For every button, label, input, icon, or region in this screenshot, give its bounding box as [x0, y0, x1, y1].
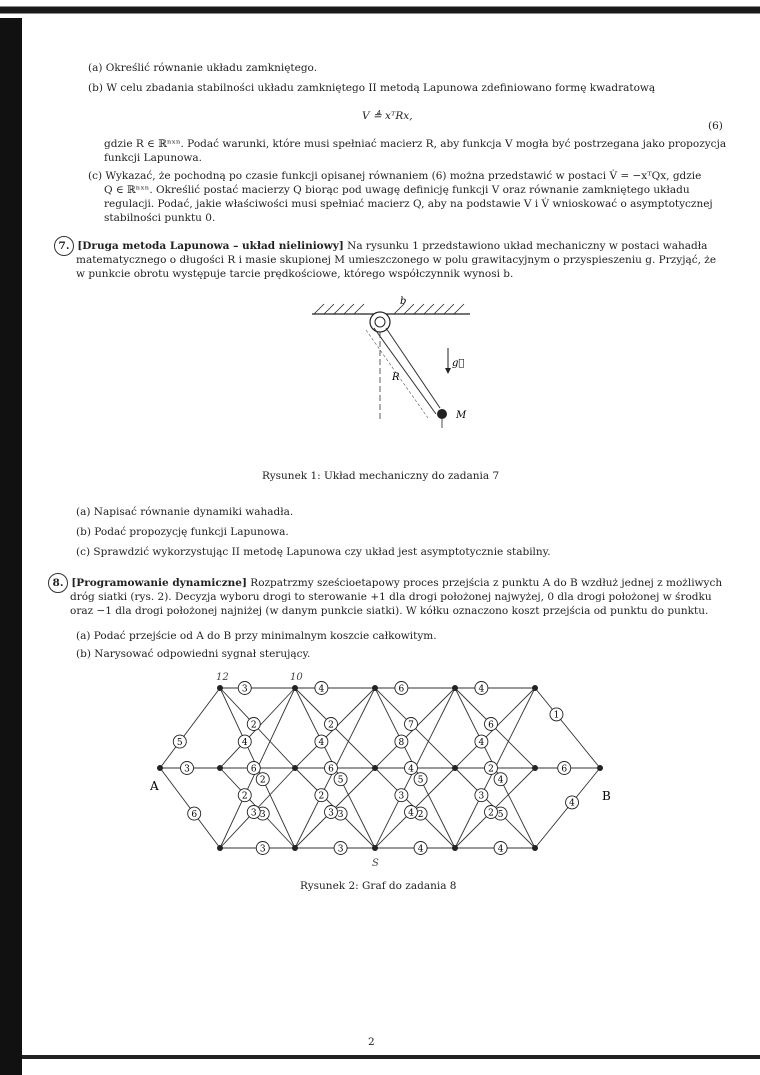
graph-node	[597, 765, 603, 771]
problem7-item-c: (c) Sprawdzić wykorzystując II metodę Lapunowa czy układ jest asymptotycznie stabilny.	[76, 546, 551, 558]
label-M: M	[456, 410, 467, 421]
cost-label: 5	[337, 775, 344, 786]
prev-item-b: (b) W celu zbadania stabilności układu zamkniętego II metodą Lapunowa zdefiniowano formę kwadratową	[88, 82, 656, 94]
prev-b-cont2: funkcji Lapunowa.	[104, 152, 202, 164]
graph-node	[452, 845, 458, 851]
problem7-item-a: (a) Napisać równanie dynamiki wahadła.	[76, 506, 294, 518]
figure1-caption: Rysunek 1: Układ mechaniczny do zadania 7	[262, 470, 500, 482]
problem8-title: [Programowanie dynamiczne]	[71, 577, 247, 589]
problem8-number: 8.	[48, 573, 68, 593]
graph-node	[372, 765, 378, 771]
hand-note: 12	[216, 672, 229, 683]
hand-note: S	[372, 858, 379, 869]
cost-label: 3	[478, 791, 485, 802]
graph-edge	[160, 688, 220, 768]
node-label-B: B	[602, 789, 611, 803]
graph-node	[157, 765, 163, 771]
cost-label: 6	[398, 684, 405, 695]
cost-label: 2	[328, 720, 334, 731]
node-label-A: A	[150, 779, 159, 793]
cost-label: 6	[488, 720, 494, 731]
problem8-heading: 8. [Programowanie dynamiczne] Rozpatrzmy sześcioetapowy proces przejścia z punktu A do B wzdłuż jednej z możliwych	[48, 573, 722, 593]
cost-label: 3	[398, 791, 405, 802]
pendulum-figure	[300, 296, 500, 436]
cost-label: 4	[318, 684, 325, 695]
prev-b-cont1: gdzie R ∈ ℝⁿˣⁿ. Podać warunki, które musi spełniać macierz R, aby funkcja V mogła być postrzegana jako propozycja	[104, 138, 727, 150]
problem7-line2: matematycznego o długości R i masie skupionej M umieszczonego w polu grawitacyjnym o przyspieszeniu g. Przyjąć, że	[76, 254, 717, 266]
cost-label: 6	[250, 764, 257, 775]
cost-label: 2	[488, 808, 494, 819]
cost-label: 4	[408, 808, 414, 819]
graph-node	[532, 685, 538, 691]
graph-edge	[535, 768, 600, 848]
scan-edge-top	[0, 0, 760, 18]
scan-edge-bottom	[22, 1055, 760, 1059]
problem8-item-a: (a) Podać przejście od A do B przy minimalnym koszcie całkowitym.	[76, 630, 437, 642]
prev-item-c: (c) Wykazać, że pochodną po czasie funkcji opisanej równaniem (6) można przedstawić w postaci V̇ = −xᵀQx, gdzie	[88, 170, 702, 182]
cost-label: 3	[250, 808, 257, 819]
problem7-heading: 7. [Druga metoda Lapunowa – układ nieliniowy] Na rysunku 1 przedstawiono układ mechaniczny w postaci wahadła	[54, 236, 707, 256]
label-R: R	[392, 372, 400, 383]
cost-label: 2	[241, 791, 248, 802]
cost-label: 8	[398, 737, 405, 748]
cost-label: 2	[250, 720, 257, 731]
prev-c-cont3: stabilności punktu 0.	[104, 212, 216, 224]
cost-label: 6	[191, 809, 198, 820]
cost-label: 4	[318, 737, 325, 748]
equation-6: V ≜ xᵀRx,	[362, 110, 413, 122]
cost-label: 5	[176, 737, 183, 748]
cost-label: 2	[318, 791, 325, 802]
problem7-item-b: (b) Podać propozycję funkcji Lapunowa.	[76, 526, 289, 538]
problem7-line3: w punkcie obrotu występuje tarcie prędkościowe, którego współczynnik wynosi b.	[76, 268, 514, 280]
label-b: b	[400, 296, 407, 307]
graph-node	[217, 765, 223, 771]
graph-edge	[160, 768, 220, 848]
graph-edge	[535, 688, 600, 768]
cost-label: 7	[408, 720, 414, 731]
graph-node	[532, 845, 538, 851]
cost-label: 4	[478, 737, 485, 748]
cost-label: 3	[259, 844, 266, 855]
cost-label: 3	[328, 808, 334, 819]
prev-c-cont1: Q ∈ ℝⁿˣⁿ. Określić postać macierzy Q biorąc pod uwagę definicję funkcji V oraz równanie zamkniętego układu	[104, 184, 690, 196]
cost-label: 1	[553, 710, 560, 721]
graph-node	[452, 685, 458, 691]
cost-label: 2	[259, 775, 266, 786]
graph-node	[292, 765, 298, 771]
cost-label: 4	[569, 798, 575, 809]
graph-node	[217, 685, 223, 691]
cost-label: 6	[561, 764, 568, 775]
problem8-line3: oraz −1 dla drogi położonej najniżej (w danym punkcie siatki). W kółku oznaczono koszt przejścia od punktu do punktu.	[70, 605, 709, 617]
cost-label: 6	[328, 764, 334, 775]
cost-label: 3	[259, 809, 266, 820]
scan-edge-left	[0, 0, 22, 1075]
graph-node	[452, 765, 458, 771]
cost-label: 3	[184, 764, 190, 775]
page-number: 2	[368, 1036, 375, 1048]
problem8-item-b: (b) Narysować odpowiedni sygnał sterujący.	[76, 648, 311, 660]
graph-node	[372, 845, 378, 851]
hand-note: 10	[290, 672, 303, 683]
cost-label: 4	[497, 775, 504, 786]
graph-node	[292, 845, 298, 851]
prev-c-cont2: regulacji. Podać, jakie właściwości musi spełniać macierz Q, aby na podstawie V i V̇ wnioskować o asymptotycznej	[104, 198, 713, 210]
problem8-line2: dróg siatki (rys. 2). Decyzja wyboru drogi to sterowanie +1 dla drogi położonej najwyżej, 0 dla drogi położonej w środku	[70, 591, 712, 603]
cost-label: 3	[337, 809, 344, 820]
cost-label: 3	[241, 684, 248, 695]
graph-node	[217, 845, 223, 851]
cost-label: 4	[417, 844, 424, 855]
figure2-caption: Rysunek 2: Graf do zadania 8	[300, 880, 457, 892]
cost-label: 5	[417, 775, 424, 786]
dp-graph	[130, 660, 630, 870]
cost-label: 4	[408, 764, 414, 775]
equation-number: (6)	[708, 120, 723, 132]
graph-node	[532, 765, 538, 771]
cost-label: 4	[478, 684, 485, 695]
cost-label: 4	[497, 844, 504, 855]
cost-label: 4	[241, 737, 248, 748]
cost-label: 5	[497, 809, 504, 820]
cost-label: 2	[488, 764, 494, 775]
cost-label: 2	[417, 809, 424, 820]
label-g: g⃗	[452, 358, 465, 369]
problem7-number: 7.	[54, 236, 74, 256]
prev-item-a: (a) Określić równanie układu zamkniętego.	[88, 62, 318, 74]
problem7-title: [Druga metoda Lapunowa – układ nieliniowy]	[77, 240, 344, 252]
graph-node	[292, 685, 298, 691]
graph-node	[372, 685, 378, 691]
cost-label: 3	[337, 844, 344, 855]
